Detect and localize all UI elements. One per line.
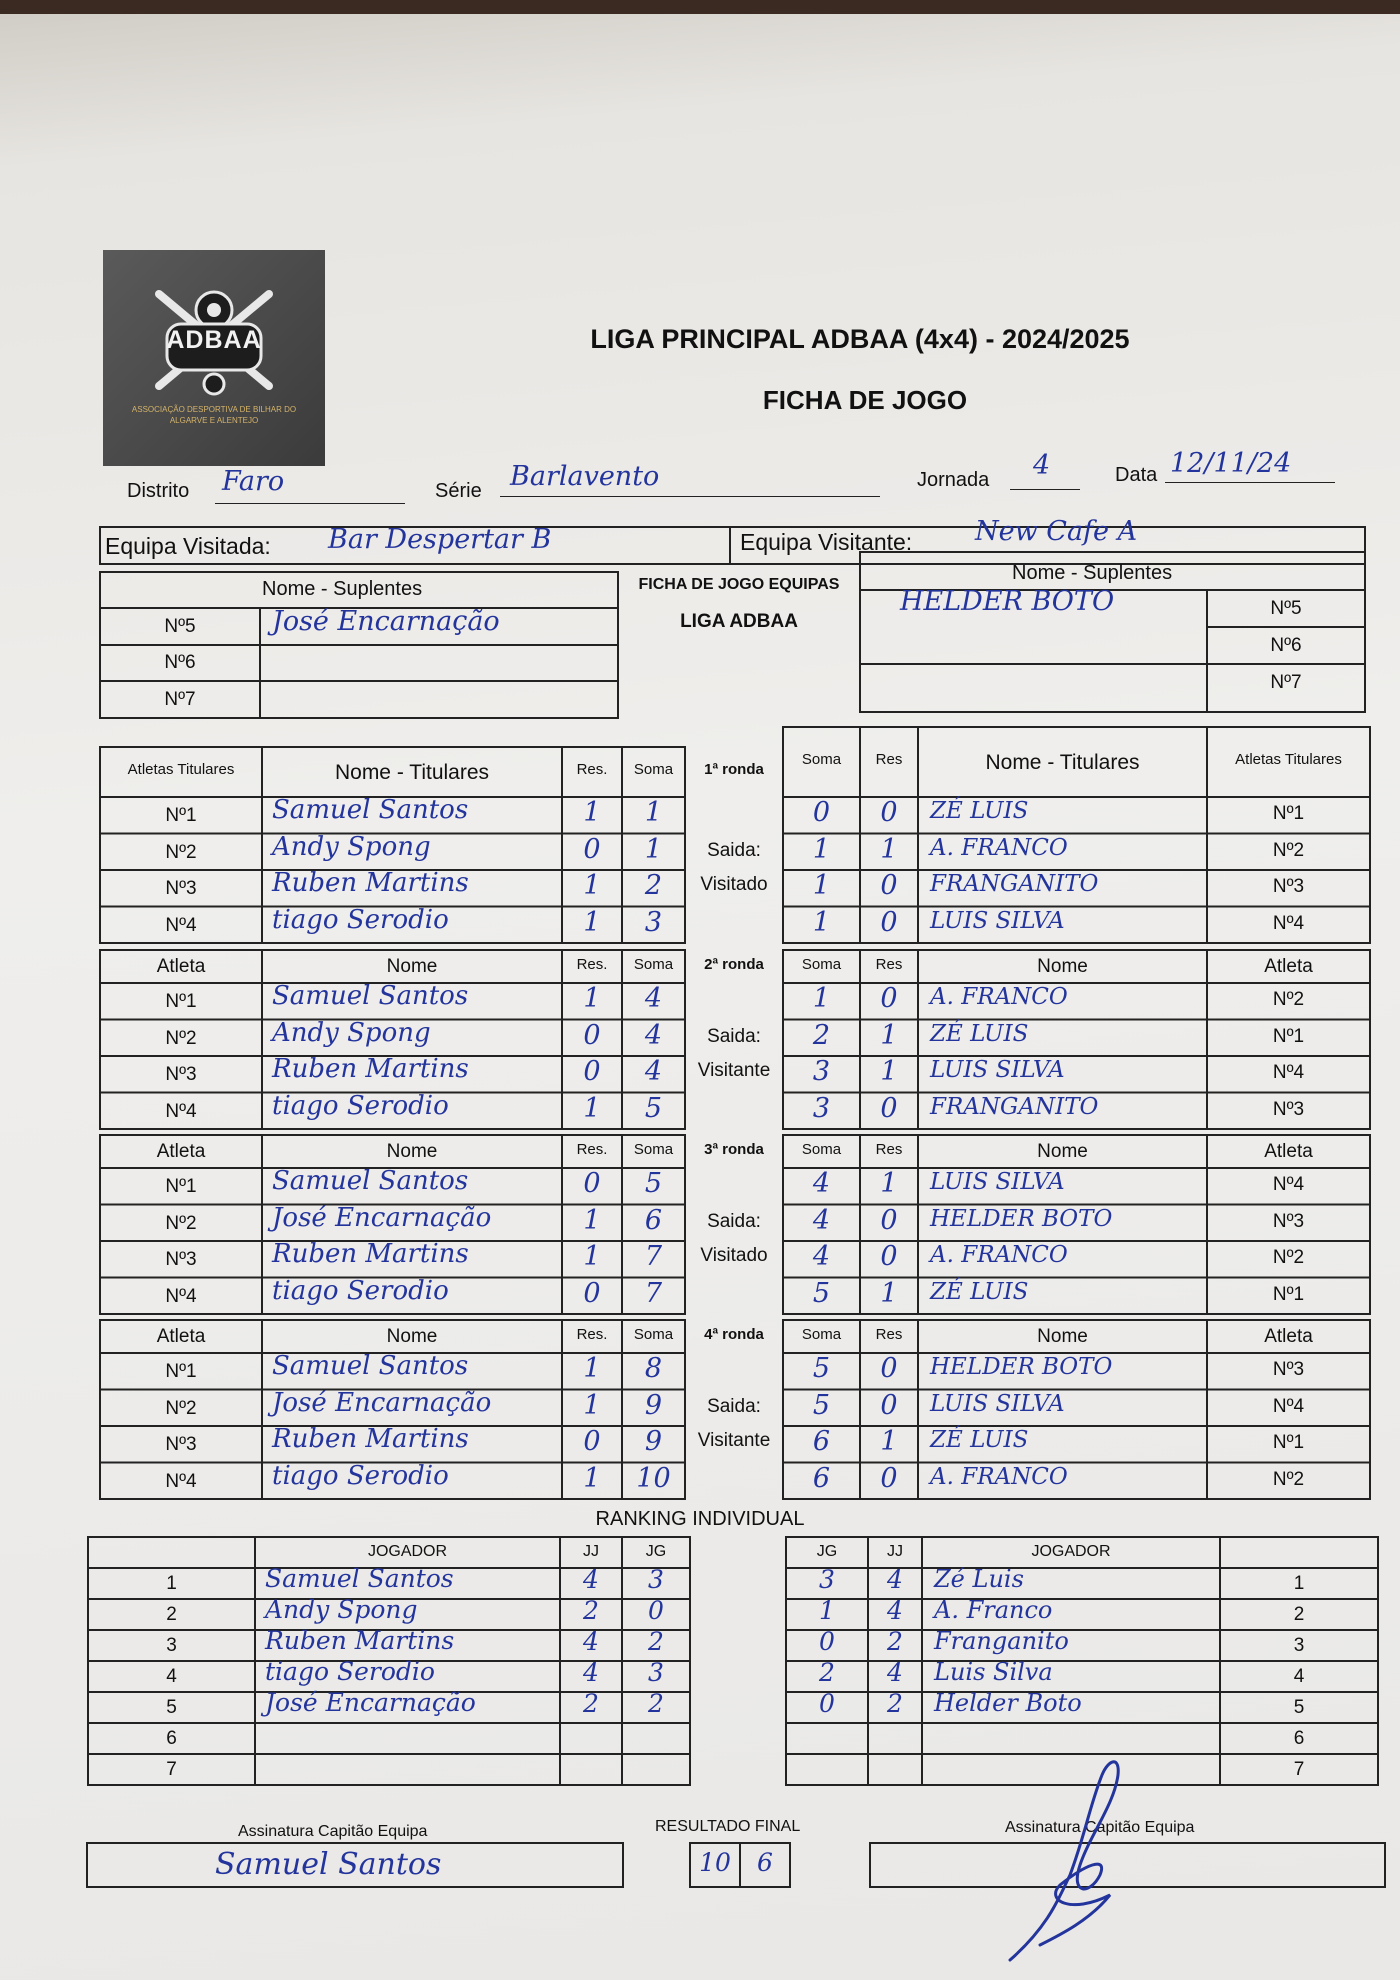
ranking-right-jg[interactable]: 0	[819, 1689, 835, 1718]
ranking-left-header: JOGADOR	[367, 1543, 448, 1560]
round-4-right-sum[interactable]: 5	[812, 1389, 831, 1421]
ranking-right-jg[interactable]: 3	[819, 1565, 835, 1594]
ranking-right-position: 5	[1293, 1697, 1305, 1718]
round-3-right-player-name[interactable]: LUIS SILVA	[930, 1169, 1065, 1195]
round-2-right-athlete-number: Nº2	[1272, 989, 1305, 1010]
result-home[interactable]: 10	[699, 1848, 731, 1877]
round-2-left-sum[interactable]: 5	[644, 1092, 663, 1124]
round-3-right-sum[interactable]: 5	[812, 1277, 831, 1309]
round-4-right-athlete-number: Nº2	[1272, 1468, 1305, 1490]
ranking-right-player[interactable]: Helder Boto	[934, 1689, 1082, 1717]
round-2-left-athlete-number: Nº2	[165, 1027, 197, 1049]
ranking-left-jj[interactable]: 4	[583, 1627, 599, 1656]
ranking-left-header: JG	[645, 1543, 667, 1560]
round-3-left-athlete-number: Nº1	[165, 1176, 197, 1197]
round-3-left-result[interactable]: 0	[583, 1168, 601, 1199]
round-2-right-result[interactable]: 1	[880, 1019, 898, 1051]
round-2-right-sum[interactable]: 2	[812, 1019, 831, 1051]
round-1-right-player-name[interactable]: FRANGANITO	[930, 871, 1099, 897]
ranking-left-header: JJ	[583, 1543, 599, 1560]
round-2-left-result[interactable]: 1	[583, 1092, 601, 1124]
home-suplente-number: Nº5	[164, 616, 196, 637]
round-2-right-sum[interactable]: 3	[812, 1056, 831, 1087]
round-3-right-sum[interactable]: 4	[812, 1168, 831, 1199]
round-4-left-sum[interactable]: 9	[644, 1426, 663, 1457]
ranking-right-position: 3	[1293, 1635, 1305, 1656]
round-2-right-sum[interactable]: 3	[812, 1092, 831, 1124]
home-team-value[interactable]: Bar Despertar B	[328, 524, 552, 555]
round-2-right-header: Soma	[801, 955, 842, 973]
round-1-left-result[interactable]: 1	[583, 797, 601, 828]
round-1-saida-value: Visitado	[700, 874, 768, 895]
round-1-right-result[interactable]: 0	[880, 906, 898, 938]
round-1-right-player-name[interactable]: A. FRANCO	[930, 834, 1068, 861]
round-4-left-header: Nome	[386, 1325, 438, 1347]
ranking-left-jg[interactable]: 3	[648, 1565, 664, 1594]
round-1-left-result[interactable]: 1	[583, 906, 601, 938]
ranking-left-jj[interactable]: 2	[583, 1689, 599, 1718]
round-2-right-sum[interactable]: 1	[812, 983, 831, 1014]
round-2-saida-value: Visitante	[697, 1060, 771, 1081]
round-4-left-player-name[interactable]: Ruben Martins	[272, 1424, 469, 1454]
ranking-right-header: JG	[816, 1543, 838, 1560]
ranking-left-jg[interactable]: 2	[648, 1627, 664, 1656]
right-captain-signature	[990, 1745, 1170, 1970]
round-4-right-athlete-number: Nº1	[1272, 1432, 1305, 1453]
round-2-saida-label: Saida:	[707, 1025, 761, 1047]
round-1-right-athlete-number: Nº4	[1272, 912, 1305, 934]
ranking-right-header: JJ	[887, 1543, 903, 1560]
result-label: RESULTADO FINAL	[655, 1818, 801, 1835]
round-2-left-result[interactable]: 0	[583, 1056, 601, 1087]
data-label: Data	[1115, 464, 1158, 486]
round-3-right-sum[interactable]: 4	[812, 1241, 831, 1272]
round-4-right-sum[interactable]: 6	[812, 1462, 831, 1494]
round-2-left-header: Nome	[386, 955, 438, 977]
round-3-right-athlete-number: Nº2	[1272, 1247, 1305, 1268]
round-4-right-athlete-number: Nº4	[1272, 1395, 1305, 1417]
round-4-left-player-name[interactable]: José Encarnação	[272, 1387, 492, 1418]
round-3-right-header: Soma	[801, 1140, 842, 1158]
sheet-subtitle: FICHA DE JOGO	[762, 385, 968, 415]
round-3-saida-value: Visitado	[700, 1245, 768, 1266]
round-4-right-header: Nome	[1037, 1325, 1088, 1347]
round-1-right-header: Atletas Titulares	[1235, 751, 1342, 768]
round-4-saida-value: Visitante	[697, 1430, 771, 1451]
ranking-left-position: 4	[166, 1666, 177, 1687]
round-4-left-sum[interactable]: 10	[636, 1462, 671, 1494]
round-1-left-player-name[interactable]: tiago Serodio	[272, 904, 449, 935]
round-4-left-athlete-number: Nº1	[165, 1361, 197, 1382]
round-2-right-athlete-number: Nº3	[1272, 1098, 1305, 1120]
round-1-left-sum[interactable]: 1	[644, 833, 663, 865]
ranking-right-position: 4	[1293, 1666, 1305, 1687]
round-1-right-player-name[interactable]: LUIS SILVA	[930, 907, 1065, 934]
round-2-left-player-name[interactable]: Samuel Santos	[272, 981, 469, 1011]
round-4-left-sum[interactable]: 9	[644, 1389, 663, 1421]
ranking-left-player[interactable]: Samuel Santos	[265, 1564, 454, 1593]
round-4-right-player-name[interactable]: LUIS SILVA	[930, 1390, 1065, 1417]
round-1-left-result[interactable]: 1	[583, 870, 601, 901]
round-2-right-header: Nome	[1037, 955, 1088, 977]
round-4-right-sum[interactable]: 6	[812, 1426, 831, 1457]
ranking-right-jj[interactable]: 2	[887, 1689, 903, 1718]
left-signature-value[interactable]: Samuel Santos	[215, 1847, 442, 1882]
ranking-right-jg[interactable]: 2	[819, 1658, 835, 1687]
round-1-right-result[interactable]: 0	[880, 870, 898, 901]
away-suplente-name[interactable]: HELDER BOTO	[900, 586, 1115, 617]
round-4-right-header: Soma	[801, 1325, 842, 1343]
round-2-left-sum[interactable]: 4	[644, 1019, 663, 1051]
round-2-right-athlete-number: Nº4	[1272, 1062, 1305, 1083]
round-1-left-athlete-number: Nº3	[165, 878, 197, 899]
round-3-left-athlete-number: Nº2	[165, 1212, 197, 1234]
round-3-right-sum[interactable]: 4	[812, 1204, 831, 1236]
data-value[interactable]: 12/11/24	[1170, 448, 1292, 479]
round-3-label: 3ª ronda	[704, 1141, 764, 1158]
home-team-label: Equipa Visitada:	[105, 533, 271, 559]
round-3-left-player-name[interactable]: tiago Serodio	[272, 1275, 449, 1306]
center-caption-1: FICHA DE JOGO EQUIPAS	[638, 576, 840, 593]
round-2-label: 2ª ronda	[704, 956, 764, 973]
round-4-saida-label: Saida:	[707, 1395, 761, 1417]
round-1-right-result[interactable]: 0	[880, 797, 898, 828]
away-team-value[interactable]: New Cafe A	[975, 516, 1138, 547]
round-3-right-result[interactable]: 1	[880, 1168, 898, 1199]
round-1-right-sum[interactable]: 1	[812, 870, 831, 901]
round-4-right-result[interactable]: 0	[880, 1389, 898, 1421]
round-1-right-header: Soma	[801, 751, 842, 768]
round-2-right-player-name[interactable]: A. FRANCO	[930, 984, 1068, 1010]
round-1-right-athlete-number: Nº3	[1272, 876, 1305, 897]
ranking-left-player[interactable]: tiago Serodio	[265, 1657, 435, 1686]
round-2-left-sum[interactable]: 4	[644, 1056, 663, 1087]
round-3-left-athlete-number: Nº4	[165, 1285, 197, 1307]
round-3-left-athlete-number: Nº3	[165, 1249, 197, 1270]
ranking-left-position: 2	[166, 1604, 177, 1625]
center-caption-2: LIGA ADBAA	[680, 611, 798, 632]
ranking-title: RANKING INDIVIDUAL	[595, 1508, 805, 1530]
ranking-left-position: 7	[166, 1759, 177, 1780]
away-suplente-number: Nº7	[1270, 672, 1302, 693]
round-3-left-result[interactable]: 1	[583, 1204, 601, 1236]
round-1-right-athlete-number: Nº1	[1272, 803, 1305, 824]
round-4-right-player-name[interactable]: A. FRANCO	[930, 1463, 1068, 1490]
round-1-label: 1ª ronda	[704, 761, 764, 778]
round-1-right-sum[interactable]: 1	[812, 906, 831, 938]
round-1-left-athlete-number: Nº2	[165, 841, 197, 863]
round-4-left-result[interactable]: 0	[583, 1426, 601, 1457]
round-2-right-header: Atleta	[1264, 955, 1313, 977]
round-2-left-header: Atleta	[156, 955, 206, 977]
round-3-left-header: Res.	[576, 1140, 608, 1158]
ranking-right-position: 7	[1293, 1759, 1305, 1780]
round-4-right-result[interactable]: 1	[880, 1426, 898, 1457]
round-2-left-header: Res.	[576, 955, 608, 973]
round-3-right-header: Res	[875, 1140, 903, 1158]
ranking-left-jj[interactable]: 4	[583, 1565, 599, 1594]
round-2-left-athlete-number: Nº1	[165, 991, 197, 1012]
ranking-left-player[interactable]: José Encarnação	[265, 1688, 476, 1717]
away-suplentes-header: Nome - Suplentes	[1012, 562, 1173, 584]
ranking-right-jg[interactable]: 0	[819, 1627, 835, 1656]
round-4-left-player-name[interactable]: tiago Serodio	[272, 1460, 449, 1491]
round-2-right-player-name[interactable]: FRANGANITO	[930, 1093, 1099, 1120]
round-4-right-result[interactable]: 0	[880, 1462, 898, 1494]
round-1-left-athlete-number: Nº1	[165, 805, 197, 826]
ranking-right-jj[interactable]: 4	[887, 1658, 903, 1687]
round-2-left-player-name[interactable]: Ruben Martins	[272, 1054, 469, 1084]
round-3-right-athlete-number: Nº3	[1272, 1210, 1305, 1232]
round-1-right-sum[interactable]: 0	[812, 797, 831, 828]
round-4-left-athlete-number: Nº4	[165, 1470, 197, 1492]
round-1-right-player-name[interactable]: ZÉ LUIS	[930, 798, 1029, 824]
round-1-left-header: Nome - Titulares	[334, 761, 490, 784]
round-3-right-result[interactable]: 0	[880, 1204, 898, 1236]
ranking-right-jj[interactable]: 4	[887, 1565, 903, 1594]
round-2-right-player-name[interactable]: ZÉ LUIS	[930, 1020, 1029, 1047]
round-4-right-sum[interactable]: 5	[812, 1353, 831, 1384]
round-4-label: 4ª ronda	[704, 1326, 764, 1343]
distrito-value[interactable]: Faro	[222, 466, 285, 497]
round-3-right-header: Nome	[1037, 1140, 1088, 1162]
round-1-left-sum[interactable]: 1	[644, 797, 663, 828]
home-suplente-number: Nº7	[164, 689, 196, 710]
round-3-right-header: Atleta	[1264, 1140, 1313, 1162]
ranking-right-player[interactable]: A. Franco	[934, 1596, 1053, 1624]
round-3-left-sum[interactable]: 7	[644, 1277, 663, 1309]
round-1-left-player-name[interactable]: Ruben Martins	[272, 868, 469, 898]
ranking-left-jg[interactable]: 3	[648, 1658, 664, 1687]
jornada-label: Jornada	[917, 469, 990, 491]
ranking-left-jg[interactable]: 0	[648, 1596, 664, 1625]
serie-label: Série	[435, 480, 482, 502]
ranking-left-jg[interactable]: 2	[648, 1689, 664, 1718]
round-4-left-header: Atleta	[156, 1325, 206, 1347]
round-1-left-header: Atletas Titulares	[127, 761, 235, 778]
ranking-left-position: 1	[166, 1573, 177, 1594]
round-1-left-header: Soma	[633, 761, 674, 778]
round-4-left-result[interactable]: 1	[583, 1462, 601, 1494]
round-4-right-player-name[interactable]: HELDER BOTO	[930, 1354, 1113, 1380]
home-suplente-number: Nº6	[164, 652, 196, 673]
round-1-left-player-name[interactable]: Andy Spong	[272, 831, 431, 862]
round-3-right-result[interactable]: 0	[880, 1241, 898, 1272]
round-2-left-result[interactable]: 0	[583, 1019, 601, 1051]
distrito-label: Distrito	[127, 480, 190, 502]
round-4-left-player-name[interactable]: Samuel Santos	[272, 1351, 469, 1381]
round-3-left-header: Nome	[386, 1140, 438, 1162]
round-1-right-result[interactable]: 1	[880, 833, 898, 865]
round-4-left-athlete-number: Nº3	[165, 1434, 197, 1455]
round-4-right-header: Res	[875, 1325, 903, 1343]
ranking-right-player[interactable]: Zé Luis	[934, 1565, 1024, 1593]
left-signature-label: Assinatura Capitão Equipa	[238, 1823, 428, 1840]
round-4-left-result[interactable]: 1	[583, 1353, 601, 1384]
round-3-left-result[interactable]: 1	[583, 1241, 601, 1272]
round-1-left-header: Res.	[576, 761, 608, 778]
round-3-left-sum[interactable]: 6	[644, 1204, 663, 1236]
ranking-left-jj[interactable]: 2	[583, 1596, 599, 1625]
round-3-left-player-name[interactable]: Ruben Martins	[272, 1239, 469, 1269]
round-1-left-athlete-number: Nº4	[165, 914, 197, 936]
round-4-right-player-name[interactable]: ZÉ LUIS	[930, 1427, 1029, 1453]
round-3-right-athlete-number: Nº4	[1272, 1174, 1305, 1195]
round-4-left-athlete-number: Nº2	[165, 1397, 197, 1419]
ranking-right-jg[interactable]: 1	[819, 1596, 835, 1625]
round-2-left-sum[interactable]: 4	[644, 983, 663, 1014]
round-3-right-athlete-number: Nº1	[1272, 1283, 1305, 1305]
round-2-left-player-name[interactable]: tiago Serodio	[272, 1090, 449, 1121]
ranking-left-player[interactable]: Andy Spong	[265, 1595, 418, 1624]
right-signature-label: Assinatura Capitão Equipa	[1005, 1819, 1195, 1836]
logo-subtitle: ASSOCIAÇÃO DESPORTIVA DE BILHAR DO ALGARVE E ALENTEJO	[131, 405, 297, 425]
ranking-left-jj[interactable]: 4	[583, 1658, 599, 1687]
round-3-right-player-name[interactable]: ZÉ LUIS	[930, 1278, 1029, 1305]
round-3-left-header: Soma	[633, 1140, 674, 1158]
round-2-left-header: Soma	[633, 955, 674, 973]
round-1-saida-label: Saida:	[707, 839, 761, 861]
away-suplente-number: Nº5	[1270, 598, 1302, 619]
round-1-left-player-name[interactable]: Samuel Santos	[272, 795, 469, 825]
round-4-right-header: Atleta	[1264, 1325, 1313, 1347]
round-1-right-header: Nome - Titulares	[985, 751, 1140, 774]
round-3-left-header: Atleta	[156, 1140, 206, 1162]
round-3-saida-label: Saida:	[707, 1210, 761, 1232]
round-4-left-header: Res.	[576, 1325, 608, 1343]
round-4-left-result[interactable]: 1	[583, 1389, 601, 1421]
round-3-left-sum[interactable]: 5	[644, 1168, 663, 1199]
logo-acronym: ADBAA	[166, 326, 262, 354]
round-2-right-player-name[interactable]: LUIS SILVA	[930, 1057, 1065, 1083]
round-3-right-result[interactable]: 1	[880, 1277, 898, 1309]
round-2-right-athlete-number: Nº1	[1272, 1025, 1305, 1047]
round-2-left-result[interactable]: 1	[583, 983, 601, 1014]
jornada-value[interactable]: 4	[1033, 450, 1051, 481]
serie-value[interactable]: Barlavento	[510, 461, 660, 492]
ranking-right-player[interactable]: Franganito	[934, 1627, 1069, 1655]
result-away[interactable]: 6	[757, 1848, 773, 1877]
home-suplente-name[interactable]: José Encarnação	[272, 606, 500, 637]
ranking-right-position: 1	[1293, 1573, 1305, 1594]
round-4-left-sum[interactable]: 8	[644, 1353, 663, 1384]
home-suplentes-header: Nome - Suplentes	[262, 578, 423, 600]
round-3-right-player-name[interactable]: HELDER BOTO	[930, 1205, 1113, 1232]
ranking-right-position: 2	[1293, 1604, 1305, 1625]
round-3-right-player-name[interactable]: A. FRANCO	[930, 1242, 1068, 1268]
away-suplente-number: Nº6	[1270, 635, 1302, 656]
sheet-title: LIGA PRINCIPAL ADBAA (4x4) - 2024/2025	[590, 324, 1130, 354]
round-4-left-header: Soma	[633, 1325, 674, 1343]
ranking-left-player[interactable]: Ruben Martins	[265, 1626, 455, 1655]
round-1-left-sum[interactable]: 2	[644, 870, 663, 901]
ranking-right-player[interactable]: Luis Silva	[934, 1658, 1053, 1686]
round-3-left-player-name[interactable]: Samuel Santos	[272, 1166, 469, 1196]
round-3-left-sum[interactable]: 7	[644, 1241, 663, 1272]
round-2-left-player-name[interactable]: Andy Spong	[272, 1017, 431, 1048]
round-2-right-header: Res	[875, 955, 903, 973]
away-team-label: Equipa Visitante:	[740, 529, 913, 555]
round-3-left-result[interactable]: 0	[583, 1277, 601, 1309]
ranking-right-jj[interactable]: 4	[887, 1596, 903, 1625]
round-1-left-sum[interactable]: 3	[644, 906, 663, 938]
ranking-right-jj[interactable]: 2	[887, 1627, 903, 1656]
round-1-right-athlete-number: Nº2	[1272, 839, 1305, 861]
round-2-right-result[interactable]: 1	[880, 1056, 898, 1087]
round-1-right-header: Res	[875, 751, 903, 768]
round-1-left-result[interactable]: 0	[583, 833, 601, 865]
ranking-left-position: 3	[166, 1635, 177, 1656]
round-1-right-sum[interactable]: 1	[812, 833, 831, 865]
round-3-left-player-name[interactable]: José Encarnação	[272, 1202, 492, 1233]
ranking-right-header: JOGADOR	[1031, 1543, 1111, 1560]
round-4-right-athlete-number: Nº3	[1272, 1359, 1305, 1380]
ranking-left-position: 5	[166, 1697, 177, 1718]
ranking-left-position: 6	[166, 1728, 177, 1749]
round-4-right-result[interactable]: 0	[880, 1353, 898, 1384]
round-2-left-athlete-number: Nº4	[165, 1100, 197, 1122]
round-2-right-result[interactable]: 0	[880, 1092, 898, 1124]
round-2-left-athlete-number: Nº3	[165, 1064, 197, 1085]
ranking-right-position: 6	[1293, 1728, 1305, 1749]
round-2-right-result[interactable]: 0	[880, 983, 898, 1014]
